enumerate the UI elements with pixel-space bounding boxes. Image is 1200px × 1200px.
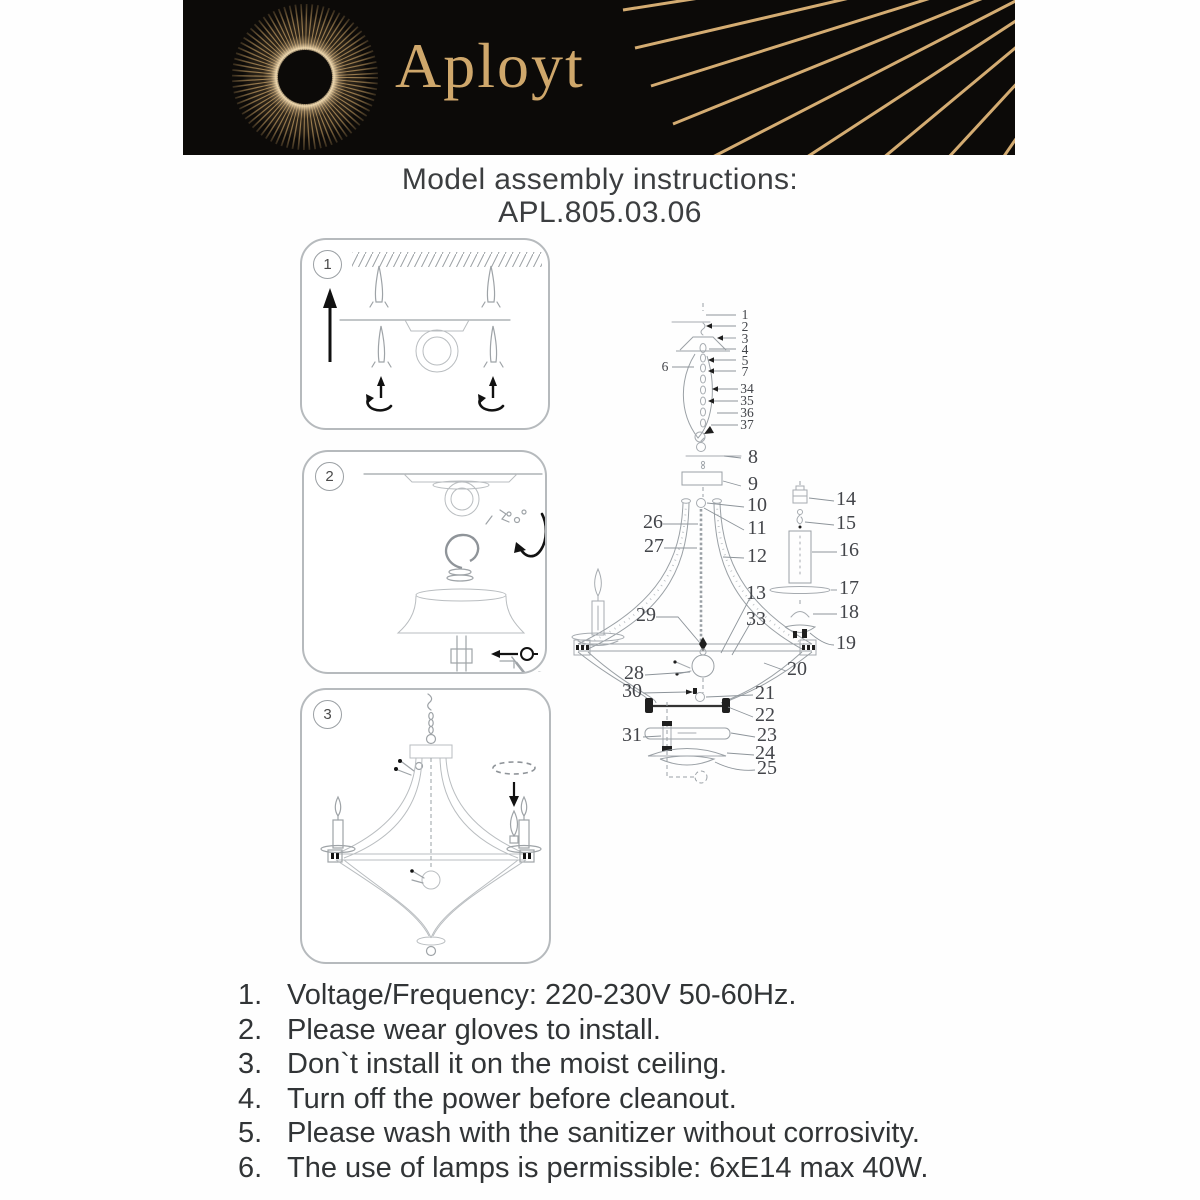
starburst-logo-icon xyxy=(227,0,383,155)
brand-wordmark: Aployt xyxy=(395,30,585,101)
hook-icon xyxy=(446,535,478,581)
part-label-26: 26 xyxy=(643,511,663,533)
step-3-diagram xyxy=(302,690,549,962)
page-title: Model assembly instructions: xyxy=(401,163,799,196)
part-label-23: 23 xyxy=(757,724,777,746)
instruction-number: 4. xyxy=(238,1082,263,1115)
instruction-item xyxy=(238,1049,928,1084)
part-number-labels xyxy=(622,307,859,779)
instruction-text: The use of lamps is permissible: 6xE14 max 40W. xyxy=(287,1151,929,1184)
part-label-15: 15 xyxy=(836,512,856,534)
part-label-12: 12 xyxy=(747,545,767,567)
step-2-panel xyxy=(302,450,547,674)
screw-rotate-icon xyxy=(478,376,503,410)
part-label-13: 13 xyxy=(746,582,766,604)
part-label-28: 28 xyxy=(624,662,644,684)
part-label-16: 16 xyxy=(839,539,859,561)
part-label-27: 27 xyxy=(644,535,664,557)
instruction-text: Voltage/Frequency: 220-230V 50-60Hz. xyxy=(287,979,797,1011)
part-label-10: 10 xyxy=(747,494,767,516)
anchor-icon xyxy=(370,266,500,307)
part-label-24: 24 xyxy=(755,742,775,764)
part-label-1: 1 xyxy=(741,307,749,322)
up-arrow-icon xyxy=(323,288,337,362)
instruction-text: Don`t install it on the moist ceiling. xyxy=(287,1048,728,1080)
title-block xyxy=(0,163,1200,229)
part-label-4: 4 xyxy=(741,342,749,357)
part-label-6: 6 xyxy=(661,359,669,374)
part-label-29: 29 xyxy=(636,604,656,626)
part-label-36: 36 xyxy=(740,405,754,420)
mounting-bracket xyxy=(340,320,510,372)
instruction-item xyxy=(238,1084,928,1119)
step-3-number: 3 xyxy=(313,700,342,729)
part-label-18: 18 xyxy=(839,601,859,623)
part-label-35: 35 xyxy=(740,393,754,408)
part-label-19: 19 xyxy=(836,632,856,654)
wire-parts xyxy=(486,510,526,524)
step-1-number: 1 xyxy=(313,250,342,279)
part-label-2: 2 xyxy=(741,319,749,334)
part-label-37: 37 xyxy=(740,417,754,432)
screw-rotate-icon xyxy=(366,376,391,410)
part-label-33: 33 xyxy=(746,608,766,630)
part-label-22: 22 xyxy=(755,704,775,726)
instruction-list xyxy=(238,980,928,1187)
screw-icon xyxy=(372,326,503,367)
part-label-34: 34 xyxy=(740,381,754,396)
part-label-20: 20 xyxy=(787,658,807,680)
instruction-text: Please wear gloves to install. xyxy=(287,1013,661,1046)
part-label-7: 7 xyxy=(741,364,749,379)
part-label-31: 31 xyxy=(622,724,642,746)
instruction-item xyxy=(238,1118,928,1153)
part-label-3: 3 xyxy=(741,331,749,346)
instruction-number: 3. xyxy=(238,1048,263,1080)
instruction-text: Turn off the power before cleanout. xyxy=(287,1082,737,1115)
instruction-number: 2. xyxy=(238,1013,263,1046)
instruction-number: 5. xyxy=(238,1117,263,1149)
model-number: APL.805.03.06 xyxy=(498,196,702,229)
fan-rays-icon xyxy=(623,0,1015,155)
candle-parts-stack xyxy=(770,481,830,638)
screw-arrow-icon xyxy=(491,648,538,668)
part-label-21: 21 xyxy=(755,682,775,704)
part-label-5: 5 xyxy=(741,353,749,368)
step-2-number: 2 xyxy=(315,462,344,491)
exploded-parts-diagram xyxy=(560,300,880,800)
canopy-bell xyxy=(398,589,524,671)
part-label-25: 25 xyxy=(757,757,777,779)
brand-banner xyxy=(183,0,1015,155)
part-label-14: 14 xyxy=(836,488,856,510)
instruction-item xyxy=(238,980,928,1015)
mini-chandelier xyxy=(328,694,534,956)
step-1-panel xyxy=(300,238,550,430)
instruction-number: 1. xyxy=(238,979,263,1011)
part-label-11: 11 xyxy=(747,517,767,539)
instruction-item xyxy=(238,1153,928,1188)
ceiling-hatch xyxy=(352,252,542,267)
instruction-item xyxy=(238,1015,928,1050)
step-3-panel xyxy=(300,688,551,964)
rotate-arrow-icon xyxy=(514,514,545,556)
part-label-9: 9 xyxy=(748,473,758,495)
hanging-assembly xyxy=(672,303,741,497)
banner-graphics xyxy=(183,0,1015,155)
ceiling-plate xyxy=(364,474,542,516)
part-label-8: 8 xyxy=(748,446,758,468)
part-label-30: 30 xyxy=(622,680,642,702)
instruction-number: 6. xyxy=(238,1151,263,1184)
part-label-17: 17 xyxy=(839,577,859,599)
instruction-text: Please wash with the sanitizer without corrosivity. xyxy=(287,1117,920,1149)
